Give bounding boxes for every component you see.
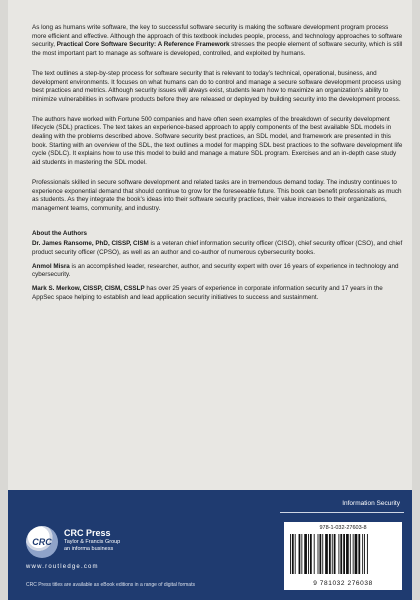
- crc-logo-icon: CRC: [26, 526, 58, 558]
- author-2-bio: is an accomplished leader, researcher, author, and security expert with over 16 years of experience in technology and cybersecurity.: [32, 262, 399, 279]
- author-2: [32, 263, 404, 280]
- paragraph-1: [32, 24, 404, 59]
- paragraph-3: The authors have worked with Fortune 500 companies and have often seen examples of the breakdown of security development lifecycle (SDL) practices. The text takes an experience-based approach to apply components of the best available SDL models in dealing with the problems described above. Software security best practices, an SDL model, and framework are presented in this book. Starting with an overview of the SDL, the text outlines a model for mapping SDL best practices to the software development life cycle (SDLC). It explains how to use this model to build and manage a mature SDL program. Exercises and an in-depth case study aid students in mastering the SDL model.: [32, 115, 403, 167]
- isbn-barcode: [284, 522, 402, 590]
- author-3-bio: has over 25 years of experience in corporate information security and 17 years in the AppSec space helping to establish and lead application security initiatives to success and sustainment.: [32, 285, 383, 301]
- book-title-inline: Practical Core Software Security: A Reference Framework: [56, 41, 230, 49]
- publisher-group: Taylor & Francis Group: [64, 539, 121, 545]
- ebook-note: CRC Press titles are available as eBook editions in a range of digital formats: [26, 582, 195, 588]
- paragraph-2: The text outlines a step-by-step process for software security that is relevant to today’s technical, operational, business, and development environments. It focuses on what humans can do to control and manage a secure software development process using best practices and metrics. Although security issues will always exist, students learn how to maximize an organization’s ability to minimize vulnerabilities in software products before they are released or deployed by building security into the development process.: [32, 69, 401, 103]
- author-1: [32, 240, 404, 257]
- publisher-footer: [8, 490, 412, 600]
- about-authors-heading: About the Authors: [32, 229, 88, 237]
- isbn-number: 978-1-032-27603-8: [319, 525, 367, 531]
- paragraph-1-part1: As long as humans write software, the key to successful software security is making the software development program process more efficient and effective. Although the approach of this textbook includes people, process, and technology approaches to software security,: [32, 24, 403, 49]
- publisher-url: www.routledge.com: [26, 564, 99, 570]
- paragraph-4: Professionals skilled in secure software development and related tasks are in tremendous demand today. The industry continues to experience exponential demand that should continue to grow for the foreseeable future. This book can benefit professionals as much as students. As they integrate the book’s ideas into their software security practices, their value increases to their organizations, management teams, community, and industry.: [32, 178, 402, 212]
- category-divider: [280, 512, 404, 513]
- back-cover-text-panel: [8, 0, 412, 490]
- publisher-block: [26, 526, 206, 570]
- category-label: Information Security: [342, 500, 400, 507]
- author-3-name: Mark S. Merkow, CISSP, CISM, CSSLP: [32, 285, 145, 293]
- author-1-name: Dr. James Ransome, PhD, CISSP, CISM: [32, 240, 149, 248]
- author-1-bio: is a veteran chief information security officer (CISO), chief security officer (CSO), and chief product security officer (CPSO), as well as an author and co-author of numerous cybersecurity books.: [32, 240, 403, 257]
- ean-digits: 9 781032 276038: [313, 580, 373, 587]
- paragraph-1-part2: stresses the people element of software security, which is still the most important part to manage as software is developed, controlled, and exploited by humans.: [32, 41, 403, 58]
- author-3: [32, 285, 404, 302]
- barcode-icon: [290, 534, 396, 574]
- description-text: [32, 24, 404, 308]
- publisher-name: CRC Press: [64, 528, 111, 538]
- author-2-name: Anmol Misra: [32, 262, 70, 270]
- publisher-tagline: an informa business: [64, 546, 114, 552]
